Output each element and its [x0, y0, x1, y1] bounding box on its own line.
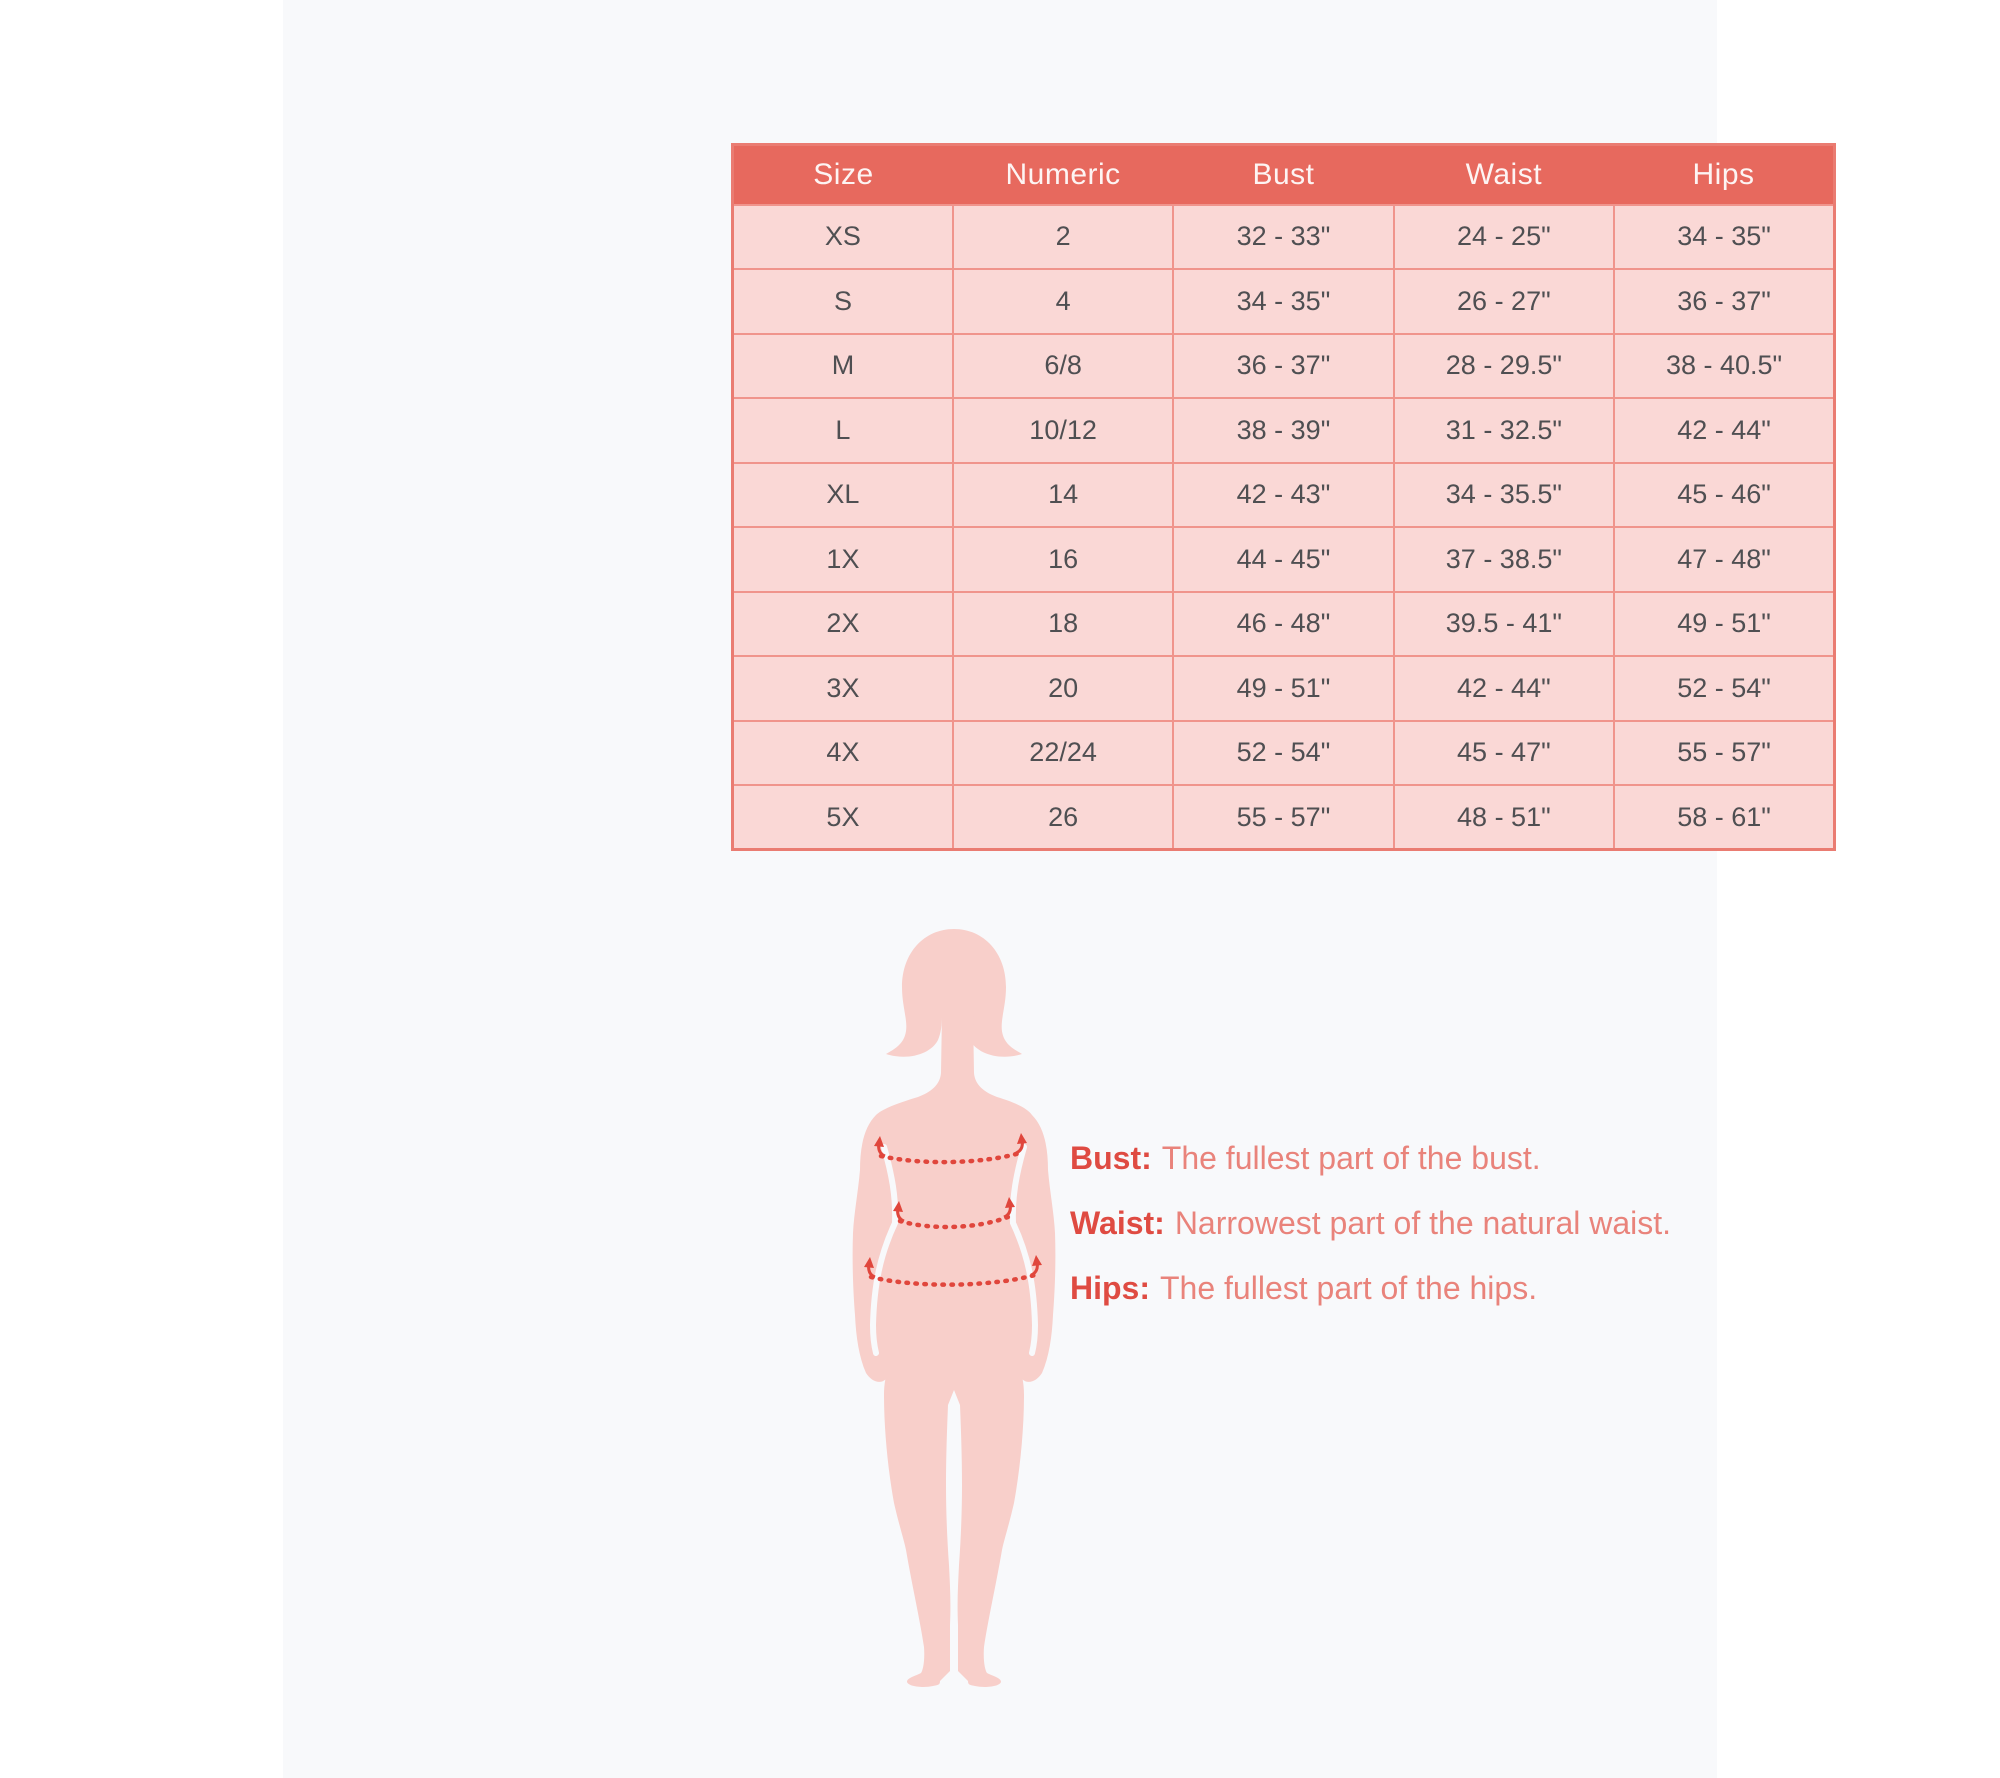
table-cell: 42 - 44" [1394, 656, 1614, 721]
table-cell: 5X [733, 785, 953, 850]
table-cell: 2X [733, 592, 953, 657]
table-row [733, 269, 1835, 334]
table-row [733, 721, 1835, 786]
table-cell: 4X [733, 721, 953, 786]
table-cell: 28 - 29.5" [1394, 334, 1614, 399]
table-cell: 37 - 38.5" [1394, 527, 1614, 592]
guide-label-bust: Bust: [1070, 1140, 1152, 1176]
table-cell: 42 - 43" [1173, 463, 1393, 528]
table-cell: 24 - 25" [1394, 205, 1614, 270]
table-cell: 38 - 40.5" [1614, 334, 1834, 399]
table-cell: 2 [953, 205, 1173, 270]
table-row [733, 656, 1835, 721]
table-cell: 38 - 39" [1173, 398, 1393, 463]
table-row [733, 527, 1835, 592]
table-cell: 55 - 57" [1614, 721, 1834, 786]
column-header-size: Size [733, 145, 953, 205]
table-cell: 32 - 33" [1173, 205, 1393, 270]
measurement-guide [1070, 1126, 1671, 1321]
column-header-waist: Waist [1394, 145, 1614, 205]
table-cell: 4 [953, 269, 1173, 334]
table-cell: 34 - 35" [1614, 205, 1834, 270]
table-cell: 26 [953, 785, 1173, 850]
table-row [733, 592, 1835, 657]
table-row [733, 463, 1835, 528]
size-chart-header [733, 145, 1835, 205]
table-cell: 46 - 48" [1173, 592, 1393, 657]
guide-line-bust [1070, 1126, 1671, 1191]
table-cell: 58 - 61" [1614, 785, 1834, 850]
table-cell: 49 - 51" [1614, 592, 1834, 657]
table-cell: 16 [953, 527, 1173, 592]
table-cell: M [733, 334, 953, 399]
table-cell: 52 - 54" [1614, 656, 1834, 721]
table-cell: 36 - 37" [1614, 269, 1834, 334]
column-header-bust: Bust [1173, 145, 1393, 205]
table-cell: XS [733, 205, 953, 270]
guide-line-hips [1070, 1256, 1671, 1321]
table-cell: 1X [733, 527, 953, 592]
guide-description-waist: Narrowest part of the natural waist. [1174, 1205, 1672, 1241]
column-header-hips: Hips [1614, 145, 1834, 205]
table-cell: 20 [953, 656, 1173, 721]
table-cell: 26 - 27" [1394, 269, 1614, 334]
table-cell: 42 - 44" [1614, 398, 1834, 463]
table-cell: 48 - 51" [1394, 785, 1614, 850]
table-cell: 31 - 32.5" [1394, 398, 1614, 463]
table-row [733, 398, 1835, 463]
table-cell: 49 - 51" [1173, 656, 1393, 721]
table-cell: 22/24 [953, 721, 1173, 786]
table-row [733, 205, 1835, 270]
table-cell: 3X [733, 656, 953, 721]
figure-body [853, 1013, 1056, 1687]
table-cell: 6/8 [953, 334, 1173, 399]
table-cell: 55 - 57" [1173, 785, 1393, 850]
table-cell: 34 - 35.5" [1394, 463, 1614, 528]
table-row [733, 785, 1835, 850]
table-cell: 45 - 46" [1614, 463, 1834, 528]
size-chart-body [733, 205, 1835, 850]
guide-line-waist [1070, 1191, 1671, 1256]
size-chart-table [731, 143, 1836, 851]
table-cell: L [733, 398, 953, 463]
table-cell: 44 - 45" [1173, 527, 1393, 592]
table-cell: 36 - 37" [1173, 334, 1393, 399]
table-row [733, 334, 1835, 399]
guide-label-waist: Waist: [1070, 1205, 1165, 1241]
table-cell: 47 - 48" [1614, 527, 1834, 592]
table-cell: 45 - 47" [1394, 721, 1614, 786]
guide-label-hips: Hips: [1070, 1270, 1150, 1306]
table-cell: S [733, 269, 953, 334]
size-chart-header-row [733, 145, 1835, 205]
female-figure-silhouette [832, 925, 1082, 1705]
table-cell: 39.5 - 41" [1394, 592, 1614, 657]
table-cell: 10/12 [953, 398, 1173, 463]
column-header-numeric: Numeric [953, 145, 1173, 205]
table-cell: 14 [953, 463, 1173, 528]
content-panel [283, 0, 1783, 1778]
guide-description-bust: The fullest part of the bust. [1161, 1140, 1541, 1176]
table-cell: 18 [953, 592, 1173, 657]
table-cell: 34 - 35" [1173, 269, 1393, 334]
table-cell: XL [733, 463, 953, 528]
guide-description-hips: The fullest part of the hips. [1160, 1270, 1538, 1306]
table-cell: 52 - 54" [1173, 721, 1393, 786]
